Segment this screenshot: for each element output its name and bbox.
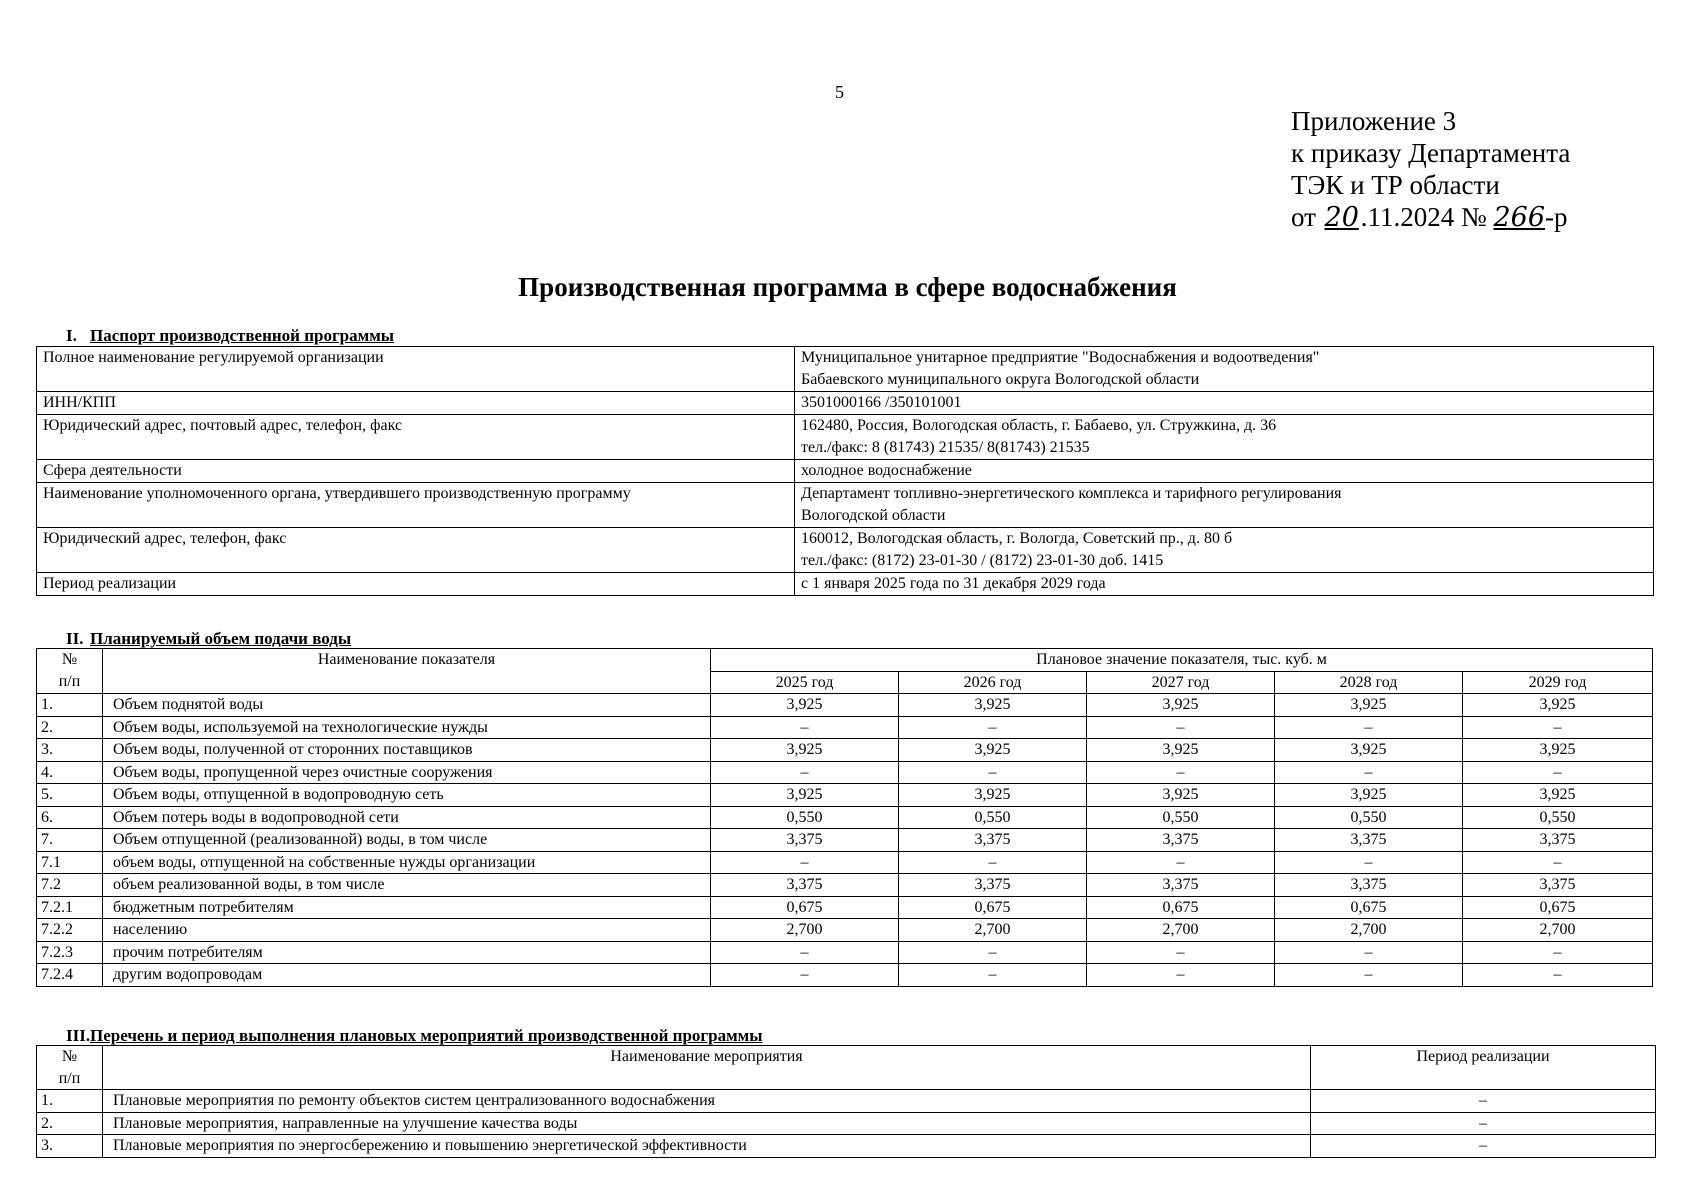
table-row [37,761,1653,784]
value-cell: 3,375 [1275,874,1463,897]
activity-name: Плановые мероприятия по энергосбережению и повышению энергетической эффективности [103,1135,1311,1158]
value-cell: 3,925 [1087,739,1275,762]
value-cell: 3,925 [711,739,899,762]
value-cell: 2,700 [711,919,899,942]
table-row [37,1135,1656,1158]
section-title: Перечень и период выполнения плановых мероприятий производственной программы [90,1026,763,1045]
value-cell: – [1463,941,1653,964]
value-cell: 0,675 [899,896,1087,919]
value-cell: 0,675 [1087,896,1275,919]
table-row [37,806,1653,829]
value-cell: 2,700 [1275,919,1463,942]
row-number: 7.2.3 [37,941,103,964]
field-value-line: 3501000166 /350101001 [801,394,962,411]
section-number: I. [66,326,77,345]
table-row [37,896,1653,919]
annex-line: ТЭК и ТР области [1291,170,1500,200]
field-label: Полное наименование регулируемой организации [37,347,795,392]
activity-name: Плановые мероприятия, направленные на улучшение качества воды [103,1112,1311,1135]
field-value [795,415,1654,460]
row-number: 5. [37,784,103,807]
table-row [37,694,1653,717]
field-value-line: холодное водоснабжение [801,462,972,479]
value-cell: 3,375 [1275,829,1463,852]
value-cell: 0,550 [1463,806,1653,829]
value-cell: 3,925 [1275,784,1463,807]
header-cell: Период реализации [1311,1046,1656,1090]
table-row [37,964,1653,987]
field-label: Юридический адрес, почтовый адрес, телефон, факс [37,415,795,460]
handwritten-order-number: 266 [1493,202,1546,233]
handwritten-day: 20 [1324,202,1359,233]
value-cell: – [1275,761,1463,784]
value-cell: 3,375 [711,829,899,852]
indicator-name: объем реализованной воды, в том числе [103,874,711,897]
field-value [795,392,1654,415]
row-number: 1. [37,694,103,717]
table-row [37,1090,1656,1113]
annex-line: к приказу Департамента [1291,138,1571,168]
row-number: 1. [37,1090,103,1113]
value-cell: 3,925 [899,784,1087,807]
table-row [37,415,1654,460]
field-value [795,483,1654,528]
table-row [37,919,1653,942]
value-cell: 0,675 [711,896,899,919]
table-row [37,347,1654,392]
passport-table [36,346,1654,596]
value-cell: 0,550 [899,806,1087,829]
row-number: 3. [37,1135,103,1158]
row-number: 4. [37,761,103,784]
field-label: Наименование уполномоченного органа, утвердившего производственную программу [37,483,795,528]
section-heading [36,630,351,648]
value-cell: – [1463,761,1653,784]
value-cell: – [1463,716,1653,739]
annex-line: Приложение 3 [1291,106,1457,136]
value-cell: 2,700 [1087,919,1275,942]
value-cell: – [1087,851,1275,874]
value-cell: 3,925 [1275,739,1463,762]
row-number: 7.2.4 [37,964,103,987]
row-number: 6. [37,806,103,829]
value-cell: – [1463,851,1653,874]
value-cell: – [711,716,899,739]
value-cell: – [1087,761,1275,784]
value-cell: – [1087,941,1275,964]
value-cell: 3,375 [1463,874,1653,897]
indicator-name: Объем воды, полученной от сторонних поставщиков [103,739,711,762]
value-cell: 2,700 [1463,919,1653,942]
value-cell: 3,375 [1087,829,1275,852]
table-row [37,851,1653,874]
value-cell: – [711,761,899,784]
date-prefix: от [1291,202,1316,232]
indicator-name: Объем отпущенной (реализованной) воды, в том числе [103,829,711,852]
field-value-line: тел./факс: 8 (81743) 21535/ 8(81743) 21535 [801,439,1090,456]
value-cell: 3,925 [1463,739,1653,762]
value-cell: 3,375 [899,829,1087,852]
table-row [37,392,1654,415]
value-cell: 3,925 [1087,694,1275,717]
year-header: 2026 год [899,671,1087,694]
table-row [37,829,1653,852]
value-cell: – [711,941,899,964]
date-rest: .11.2024 № [1360,202,1487,232]
section-heading [36,327,394,345]
value-cell: – [899,716,1087,739]
field-value [795,347,1654,392]
water-volume-table [36,648,1653,987]
indicator-name: Объем воды, отпущенной в водопроводную сеть [103,784,711,807]
value-cell: – [899,851,1087,874]
activity-name: Плановые мероприятия по ремонту объектов систем централизованного водоснабжения [103,1090,1311,1113]
table-row [37,784,1653,807]
value-cell: – [899,964,1087,987]
activities-table [36,1045,1656,1158]
field-label: ИНН/КПП [37,392,795,415]
page-number: 5 [835,82,844,102]
field-value-line: Бабаевского муниципального округа Вологодской области [801,371,1200,388]
row-number: 7.2 [37,874,103,897]
annex-date-line [1291,201,1570,234]
value-cell: 3,925 [1463,694,1653,717]
year-header: 2027 год [1087,671,1275,694]
period-cell: – [1311,1135,1656,1158]
section-title: Паспорт производственной программы [90,326,395,345]
value-cell: – [1275,964,1463,987]
field-value [795,573,1654,596]
value-cell: 3,375 [1463,829,1653,852]
value-cell: 2,700 [899,919,1087,942]
value-cell: 0,550 [711,806,899,829]
value-cell: 3,925 [1275,694,1463,717]
indicator-name: Объем потерь воды в водопроводной сети [103,806,711,829]
indicator-name: населению [103,919,711,942]
value-cell: – [899,941,1087,964]
table-row [37,460,1654,483]
value-cell: 3,925 [899,739,1087,762]
field-value [795,528,1654,573]
value-cell: – [1275,716,1463,739]
header-cell: Плановое значение показателя, тыс. куб. м [711,649,1653,672]
field-value-line: Департамент топливно-энергетического комплекса и тарифного регулирования [801,485,1342,502]
period-cell: – [1311,1112,1656,1135]
value-cell: – [1463,964,1653,987]
field-value-line: 160012, Вологодская область, г. Вологда, Советский пр., д. 80 б [801,530,1233,547]
row-number: 7.1 [37,851,103,874]
field-value-line: Муниципальное унитарное предприятие "Водоснабжения и водоотведения" [801,349,1320,366]
table-row [37,573,1654,596]
section-heading [36,1027,763,1045]
year-header: 2029 год [1463,671,1653,694]
header-cell: № п/п [37,649,103,694]
value-cell: 3,375 [1087,874,1275,897]
table-row [37,941,1653,964]
period-cell: – [1311,1090,1656,1113]
order-suffix: -р [1545,202,1568,232]
value-cell: 3,925 [711,694,899,717]
value-cell: – [1087,716,1275,739]
field-value-line: с 1 января 2025 года по 31 декабря 2029 года [801,575,1106,592]
table-row [37,483,1654,528]
indicator-name: Объем воды, пропущенной через очистные сооружения [103,761,711,784]
table-row [37,716,1653,739]
value-cell: 0,550 [1087,806,1275,829]
row-number: 7.2.2 [37,919,103,942]
indicator-name: Объем воды, используемой на технологические нужды [103,716,711,739]
value-cell: 3,925 [1463,784,1653,807]
field-value-line: 162480, Россия, Вологодская область, г. Бабаево, ул. Стружкина, д. 36 [801,417,1277,434]
indicator-name: прочим потребителям [103,941,711,964]
table-row [37,739,1653,762]
year-header: 2028 год [1275,671,1463,694]
section-number: II. [66,629,84,648]
document-title: Производственная программа в сфере водоснабжения [518,272,1177,302]
value-cell: – [711,964,899,987]
value-cell: – [711,851,899,874]
row-number: 7. [37,829,103,852]
year-header: 2025 год [711,671,899,694]
field-value-line: тел./факс: (8172) 23-01-30 / (8172) 23-01-30 доб. 1415 [801,552,1164,569]
table-row [37,1112,1656,1135]
value-cell: 0,550 [1275,806,1463,829]
value-cell: 3,375 [899,874,1087,897]
section-number: III. [66,1026,91,1045]
row-number: 2. [37,716,103,739]
table-row [37,874,1653,897]
value-cell: 3,925 [899,694,1087,717]
row-number: 3. [37,739,103,762]
value-cell: 0,675 [1463,896,1653,919]
indicator-name: бюджетным потребителям [103,896,711,919]
section-title: Планируемый объем подачи воды [90,629,352,648]
header-cell: Наименование показателя [103,649,711,694]
annex-block [1291,105,1570,234]
field-label: Период реализации [37,573,795,596]
field-value-line: Вологодской области [801,507,946,524]
indicator-name: другим водопроводам [103,964,711,987]
value-cell: 3,925 [711,784,899,807]
field-label: Сфера деятельности [37,460,795,483]
value-cell: 3,925 [1087,784,1275,807]
value-cell: – [1275,851,1463,874]
indicator-name: объем воды, отпущенной на собственные нужды организации [103,851,711,874]
value-cell: – [1275,941,1463,964]
field-value [795,460,1654,483]
header-cell: Наименование мероприятия [103,1046,1311,1090]
value-cell: 3,375 [711,874,899,897]
value-cell: – [899,761,1087,784]
value-cell: 0,675 [1275,896,1463,919]
field-label: Юридический адрес, телефон, факс [37,528,795,573]
table-row [37,528,1654,573]
row-number: 7.2.1 [37,896,103,919]
indicator-name: Объем поднятой воды [103,694,711,717]
row-number: 2. [37,1112,103,1135]
value-cell: – [1087,964,1275,987]
header-cell: № п/п [37,1046,103,1090]
